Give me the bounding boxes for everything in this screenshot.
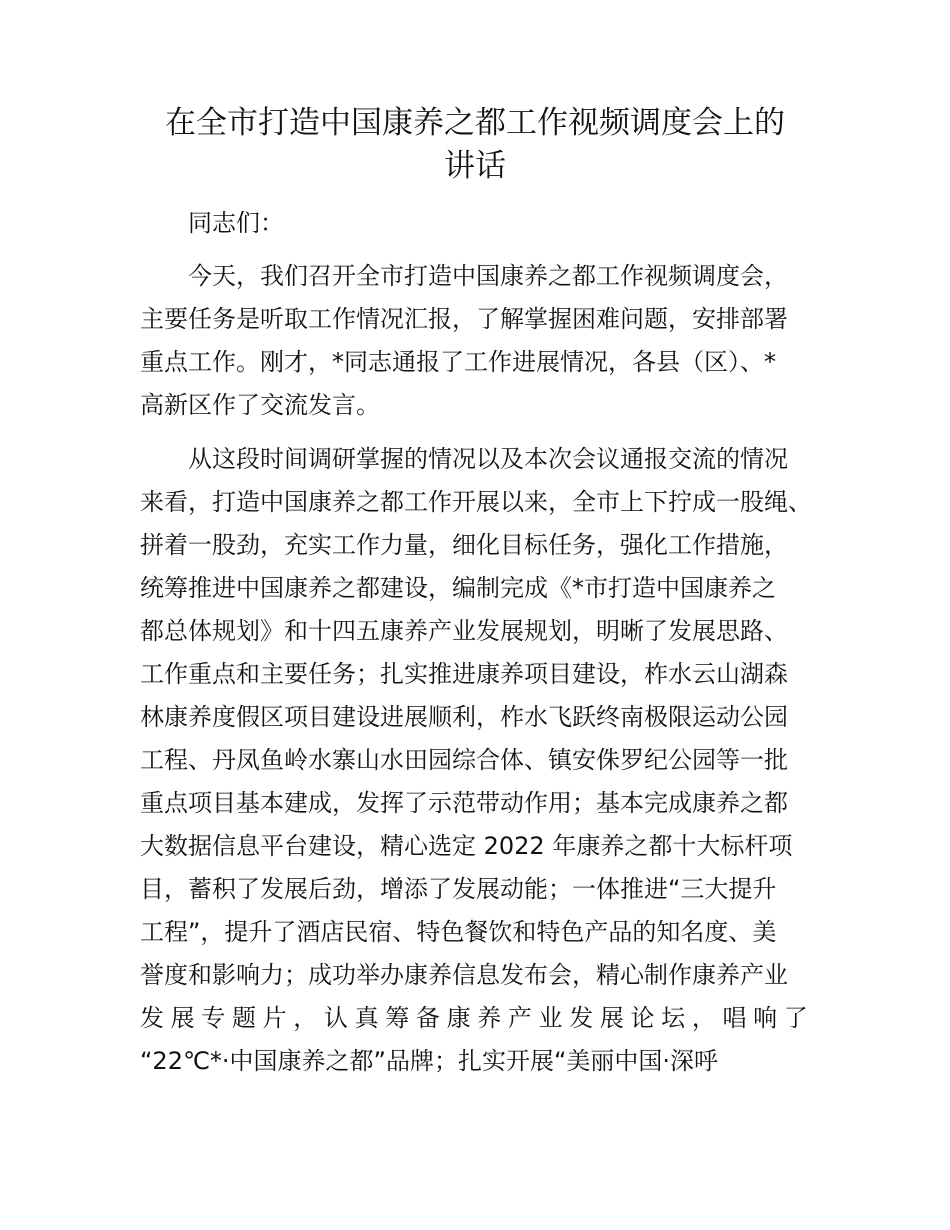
justified-char: 展 [599, 1004, 624, 1032]
justified-char: 展 [170, 1004, 195, 1032]
justified-char: 唱 [722, 1004, 747, 1032]
paragraph-line: 重点工作。刚才，*同志通报了工作进展情况，各县（区）、* [140, 348, 776, 376]
justified-char: 发 [569, 1004, 594, 1032]
justified-char: 片 [262, 1004, 287, 1032]
paragraph-line: 高新区作了交流发言。 [140, 391, 380, 419]
justified-char: 坛 [661, 1004, 686, 1032]
paragraph-line: 都总体规划》和十四五康养产业发展规划，明晰了发展思路、 [140, 617, 788, 645]
greeting-text: 同志们： [188, 209, 284, 237]
justified-char: 业 [538, 1004, 563, 1032]
paragraph-line: 大数据信息平台建设，精心选定 2022 年康养之都十大标杆项 [140, 832, 793, 860]
paragraph-line: 目，蓄积了发展后劲，增添了发展动能；一体推进“三大提升 [140, 875, 777, 903]
greeting [140, 202, 820, 245]
justified-char: 真 [354, 1004, 379, 1032]
paragraph-line-justified [140, 997, 808, 1040]
paragraph-line: 工程”，提升了酒店民宿、特色餐饮和特色产品的知名度、美 [140, 918, 777, 946]
title-line: 在全市打造中国康养之都工作视频调度会上的 [165, 105, 785, 141]
paragraph-line: 工作重点和主要任务；扎实推进康养项目建设，柞水云山湖森 [140, 660, 788, 688]
title-line: 讲话 [444, 148, 506, 184]
paragraph-line: “22℃*·中国康养之都”品牌；扎实开展“美丽中国·深呼 [140, 1047, 719, 1075]
justified-char: 响 [753, 1004, 778, 1032]
paragraph-line: 主要任务是听取工作情况汇报，了解掌握困难问题，安排部署 [140, 305, 788, 333]
paragraph-line: 从这段时间调研掌握的情况以及本次会议通报交流的情况 [188, 445, 788, 473]
paragraph-line: 重点项目基本建成，发挥了示范带动作用；基本完成康养之都 [140, 789, 788, 817]
paragraph-line: 来看，打造中国康养之都工作开展以来，全市上下拧成一股绳、 [140, 488, 812, 516]
paragraph-line: 拼着一股劲，充实工作力量，细化目标任务，强化工作措施， [140, 531, 788, 559]
justified-char: 产 [507, 1004, 532, 1032]
justified-char: 筹 [385, 1004, 410, 1032]
paragraph-line: 今天，我们召开全市打造中国康养之都工作视频调度会， [188, 262, 788, 290]
paragraph-line: 统筹推进中国康养之都建设，编制完成《*市打造中国康养之 [140, 574, 776, 602]
paragraph-line: 誉度和影响力；成功举办康养信息发布会，精心制作康养产业 [140, 961, 788, 989]
paragraph-line: 工程、丹凤鱼岭水寨山水田园综合体、镇安侏罗纪公园等一批 [140, 746, 788, 774]
justified-char: 题 [231, 1004, 256, 1032]
justified-char: 康 [446, 1004, 471, 1032]
justified-char: 认 [323, 1004, 348, 1032]
justified-char: 养 [477, 1004, 502, 1032]
justified-char: 论 [630, 1004, 655, 1032]
justified-char: ， [293, 1004, 318, 1032]
justified-char: 专 [201, 1004, 226, 1032]
justified-char: 备 [415, 1004, 440, 1032]
justified-char: 发 [140, 1004, 164, 1032]
justified-char: ， [691, 1004, 716, 1032]
document-title [120, 100, 830, 186]
paragraph-line: 林康养度假区项目建设进展顺利，柞水飞跃终南极限运动公园 [140, 703, 788, 731]
justified-char: 了 [783, 1004, 808, 1032]
paragraph-2 [140, 438, 820, 1083]
paragraph-1 [140, 255, 820, 427]
